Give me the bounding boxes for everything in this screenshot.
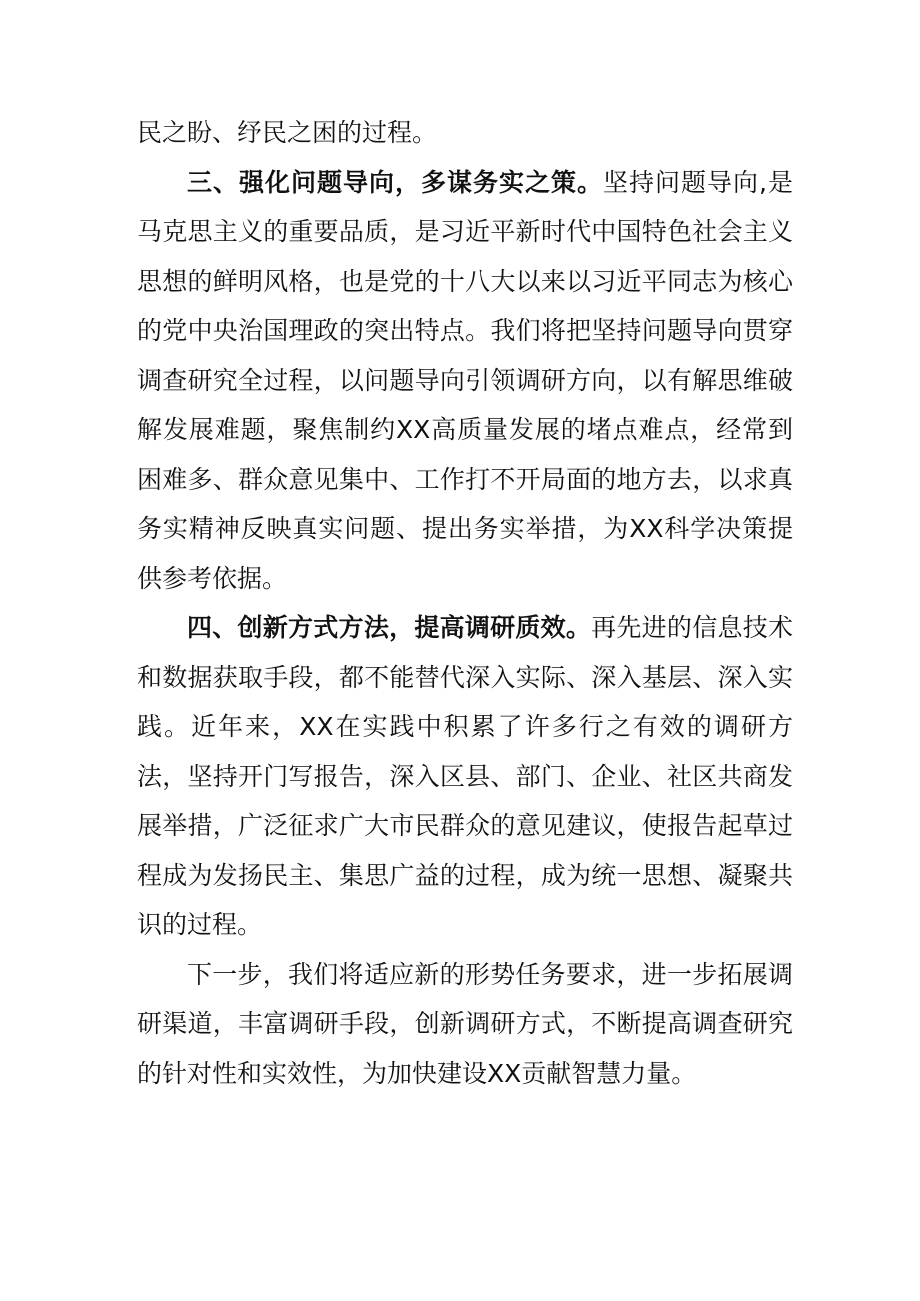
paragraph-text: 坚持问题导向,是马克思主义的重要品质，是习近平新时代中国特色社会主义思想的鲜明风格，也是党的十八大以来以习近平同志为核心的党中央治国理政的突出特点。我们将把坚持问题导向贯穿调查研究全过程，以问题导向引领调研方向，以有解思维破解发展难题，聚焦制约XX高质量发展的堵点难点，经常到困难多、群众意见集中、工作打不开局面的地方去，以求真务实精神反映真实问题、提出务实举措，为XX科学决策提供参考依据。 (137, 167, 793, 593)
paragraph-continuation (137, 108, 793, 158)
paragraph-next-steps (137, 950, 793, 1099)
section-heading: 三、强化问题导向，多谋务实之策。 (187, 167, 604, 197)
paragraph-text: 民之盼、纾民之困的过程。 (137, 118, 438, 147)
document-body (137, 108, 793, 1098)
section-heading: 四、创新方式方法，提高调研质效。 (187, 613, 592, 642)
paragraph-text: 再先进的信息技术和数据获取手段，都不能替代深入实际、深入基层、深入实践。近年来，XX在实践中积累了许多行之有效的调研方法，坚持开门写报告，深入区县、部门、企业、社区共商发展举措，广泛征求广大市民群众的意见建议，使报告起草过程成为发扬民主、集思广益的过程，成为统一思想、凝聚共识的过程。 (137, 613, 793, 939)
paragraph-text: 下一步，我们将适应新的形势任务要求，进一步拓展调研渠道，丰富调研手段，创新调研方式，不断提高调查研究的针对性和实效性，为加快建设XX贡献智慧力量。 (137, 959, 793, 1088)
paragraph-section-four (137, 603, 793, 950)
paragraph-section-three (137, 158, 793, 604)
